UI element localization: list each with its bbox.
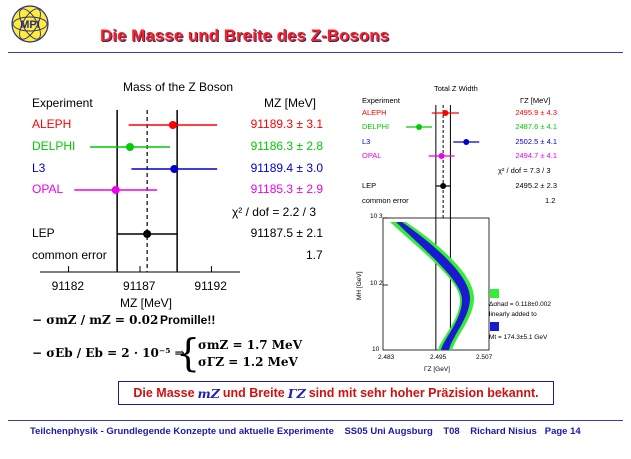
footer-lecture: T08 [443, 426, 460, 437]
mass-row-value-l3: 91189.4 ± 3.0 [250, 161, 323, 175]
mass-row-name-lep: LEP [32, 226, 55, 240]
footer-term: SS05 Uni Augsburg [344, 426, 433, 437]
equation-promille-note: Promille!! [160, 313, 216, 327]
summary-part1: Die Masse [133, 386, 195, 400]
summary-mz: mZ [197, 385, 220, 401]
mass-header-unit: MZ [MeV] [264, 96, 317, 110]
higgs-legend-alpha: Δαhad = 0.118±0.002 [489, 301, 551, 308]
mass-row-name-delphi: DELPHI [32, 139, 76, 153]
higgs-legend-swatch-top [490, 322, 499, 331]
width-point-l3 [463, 139, 469, 145]
width-point-delphi [416, 124, 422, 130]
mass-row-value-delphi: 91186.3 ± 2.8 [250, 139, 323, 153]
mass-row-name-opal: OPAL [32, 182, 64, 196]
mass-common-error-label: common error [32, 248, 107, 262]
higgs-xtick-1: 2.483 [378, 354, 395, 361]
mass-row-name-aleph: ALEPH [32, 117, 72, 131]
width-common-error-label: common error [362, 196, 409, 205]
width-header-unit: ΓZ [MeV] [520, 96, 551, 105]
width-row-value-opal: 2494.7 ± 4.1 [515, 151, 557, 160]
width-point-opal [439, 153, 445, 159]
higgs-xtick-2: 2.495 [430, 354, 447, 361]
mass-x-axis-label: MZ [MeV] [120, 296, 173, 310]
mass-point-delphi [126, 143, 134, 151]
width-chart-title: Total Z Width [434, 84, 478, 93]
higgs-legend-swatch-alpha [490, 289, 499, 298]
mass-xtick-91192: 91192 [194, 279, 227, 293]
width-point-lep [440, 183, 446, 189]
higgs-y-axis-label: MH [GeV] [356, 271, 363, 300]
mass-row-name-l3: L3 [32, 161, 46, 175]
equation-beam-energy: − σEb / Eb = 2 · 10⁻⁵ ⇒ [32, 346, 185, 360]
width-row-name-opal: OPAL [362, 151, 382, 160]
summary-part3: sind mit sehr hoher Präzision bekannt. [308, 386, 539, 400]
mass-point-lep [143, 230, 151, 238]
higgs-xtick-3: 2.507 [476, 354, 493, 361]
footer-author: Richard Nisius [470, 426, 537, 437]
equation-mass-precision: − σmZ / mZ = 0.02 [32, 313, 159, 327]
footer-page: Page 14 [544, 426, 581, 437]
equation-sigma-gz: σΓZ = 1.2 MeV [198, 355, 298, 369]
summary-gz: ΓZ [287, 385, 306, 401]
width-row-value-lep: 2495.2 ± 2.3 [515, 181, 557, 190]
higgs-legend-top: Mt = 174.3±5.1 GeV [489, 334, 548, 341]
higgs-x-axis-label: ΓZ [GeV] [424, 366, 450, 373]
mass-point-l3 [170, 165, 178, 173]
mass-row-value-lep: 91187.5 ± 2.1 [250, 226, 323, 240]
higgs-ytick-1000: 10 3 [370, 213, 383, 220]
width-row-name-lep: LEP [362, 181, 377, 190]
footer-divider [8, 420, 623, 421]
higgs-ytick-10: 10 [372, 346, 380, 353]
slide-title: Die Masse und Breite des Z-Bosons [100, 26, 390, 45]
equation-sigma-mz: σmZ = 1.7 MeV [198, 338, 302, 352]
mass-row-value-opal: 91185.3 ± 2.9 [250, 182, 323, 196]
mass-common-error-value: 1.7 [306, 248, 323, 262]
mass-xtick-91187: 91187 [123, 279, 156, 293]
width-row-value-delphi: 2487.6 ± 4.1 [515, 122, 557, 131]
mass-header-experiment: Experiment [32, 96, 93, 110]
mass-point-opal [112, 186, 120, 194]
mass-chi2: χ² / dof = 2.2 / 3 [232, 205, 317, 219]
width-row-name-aleph: ALEPH [362, 108, 387, 117]
width-point-aleph [442, 110, 448, 116]
higgs-ytick-100: 10 2 [370, 280, 383, 287]
width-common-error-value: 1.2 [545, 196, 556, 205]
width-chi2: χ² / dof = 7.3 / 3 [498, 166, 551, 175]
mass-row-value-aleph: 91189.3 ± 3.1 [250, 117, 323, 131]
mass-xtick-91182: 91182 [51, 279, 85, 293]
mass-point-aleph [169, 121, 177, 129]
mass-chart-title: Mass of the Z Boson [123, 80, 234, 94]
higgs-legend-linear: linearly added to [489, 311, 537, 318]
summary-part2: und Breite [222, 386, 285, 400]
logo-text: MPI [20, 19, 40, 31]
footer [30, 426, 581, 437]
summary-box [118, 381, 554, 405]
equation-brace: { [176, 331, 201, 375]
width-header-experiment: Experiment [362, 96, 400, 105]
width-row-name-delphi: DELPHI [362, 122, 390, 131]
width-row-value-aleph: 2495.9 ± 4.3 [515, 108, 557, 117]
footer-course: Teilchenphysik - Grundlegende Konzepte und aktuelle Experimente [30, 426, 334, 437]
width-row-name-l3: L3 [362, 137, 371, 146]
width-row-value-l3: 2502.5 ± 4.1 [515, 137, 557, 146]
